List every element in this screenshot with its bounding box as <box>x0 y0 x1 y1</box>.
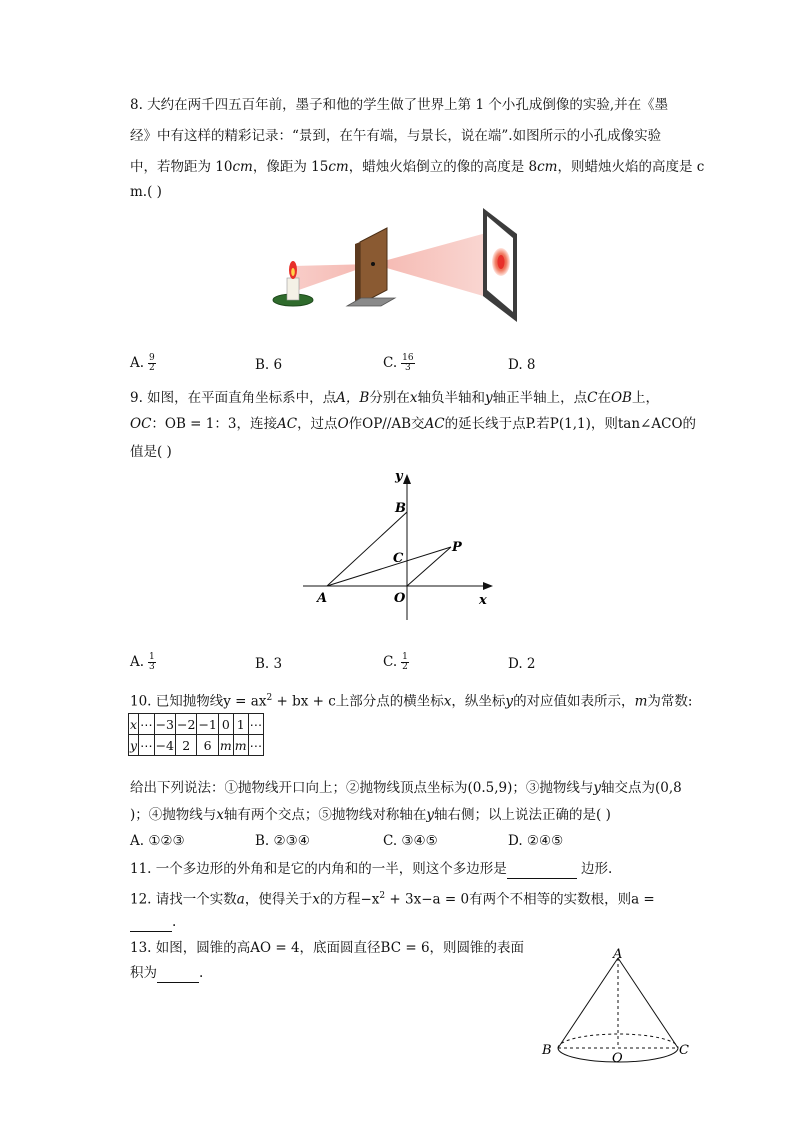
segment-op <box>407 547 451 586</box>
table-cell: m <box>218 735 233 756</box>
light-beam-right <box>373 230 497 300</box>
value-table <box>128 713 264 756</box>
label-x: x <box>479 593 487 608</box>
q12-line-1: 12. 请找一个实数a，使得关于x的方程$-x^2 + 3x-a = 0$有两个不相等的实数根，则a = <box>130 891 655 908</box>
table-cell: 2 <box>176 735 197 756</box>
table-row <box>129 735 264 756</box>
table-cell: 1 <box>233 714 248 735</box>
candle-body <box>287 278 299 300</box>
cone-label-b: B <box>542 1043 552 1058</box>
coordinate-figure <box>295 462 505 622</box>
q13-line-1: 13. 如图，圆锥的高AO = 4，底面圆直径BC = 6，则圆锥的表面 <box>130 940 525 956</box>
pinhole-board-edge <box>355 242 360 306</box>
cone-label-c: C <box>679 1043 689 1058</box>
label-a: A <box>317 591 328 606</box>
table-row <box>129 714 264 735</box>
q8-line-3: 中，若物距为 10cm，像距为 15cm，蜡烛火焰倒立的像的高度是 8cm，则蜡烛火焰的高度是 c <box>130 159 705 175</box>
candle-flame-core <box>291 268 295 276</box>
table-cell: 0 <box>218 714 233 735</box>
q8-option-b[interactable]: B. 6 <box>255 357 283 373</box>
label-p: P <box>452 540 462 555</box>
q10-line-3: 给出下列说法：①抛物线开口向上；②抛物线顶点坐标为(0.5,9)；③抛物线与y轴交点为(0,8 <box>130 780 682 796</box>
cone-label-o: O <box>612 1051 623 1066</box>
board-stand <box>347 298 395 306</box>
label-o: O <box>394 591 406 606</box>
q8-option-d[interactable]: D. 8 <box>508 357 536 373</box>
cone-figure <box>538 944 698 1074</box>
x-axis-arrow-icon <box>483 582 493 590</box>
table-cell: −1 <box>197 714 218 735</box>
q8-option-a[interactable]: A. $\frac{9}{2}$ <box>130 353 155 373</box>
q8-option-c[interactable]: C. $\frac{16}{3}$ <box>383 353 414 373</box>
q9-line-1: 9. 如图，在平面直角坐标系中，点A，B分别在x轴负半轴和y轴正半轴上，点C在OB上， <box>130 390 659 406</box>
q10-option-b[interactable]: B. ②③④ <box>255 833 310 849</box>
pinhole-camera-figure <box>265 200 530 330</box>
table-cell: ⋯ <box>248 714 264 735</box>
q9-line-3: 值是( ) <box>130 444 172 460</box>
q13-line-2: 积为 . <box>130 965 204 981</box>
label-c: C <box>393 551 404 566</box>
table-cell: y <box>129 735 139 756</box>
q8-line-1: 8. 大约在两千四五百年前，墨子和他的学生做了世界上第 1 个小孔成倒像的实验,并在《墨 <box>130 97 669 113</box>
q12-answer-blank[interactable] <box>130 915 172 932</box>
cone-label-a: A <box>613 947 623 962</box>
q10-option-a[interactable]: A. ①②③ <box>130 833 185 849</box>
inverted-image-flame <box>498 255 505 269</box>
segment-ab <box>327 512 407 586</box>
table-cell: −4 <box>154 735 175 756</box>
pinhole-board <box>360 228 387 304</box>
pinhole <box>371 262 375 266</box>
label-b: B <box>395 501 406 516</box>
q12-line-2: . <box>130 912 176 932</box>
q9-option-b[interactable]: B. 3 <box>255 656 283 672</box>
q10-line-4: )；④抛物线与x轴有两个交点；⑤抛物线对称轴在y轴右侧；以上说法正确的是( ) <box>130 807 611 823</box>
q8-line-4: m.( ) <box>130 184 162 200</box>
q13-answer-blank[interactable] <box>157 966 199 983</box>
q10-line-1: 10. 已知抛物线$y = ax^2$ + bx + c上部分点的横坐标x，纵坐标y的对应值如表所示，m为常数: <box>130 693 693 710</box>
q9-line-2: OC：OB = 1：3，连接AC，过点O作OP//AB交AC的延长线于点P.若P(1,1)，则tan∠ACO的 <box>130 416 697 432</box>
q11-line: 11. 一个多边形的外角和是它的内角和的一半，则这个多边形是 边形. <box>130 861 613 877</box>
q8-line-2: 经》中有这样的精彩记录：“景到，在午有端，与景长，说在端”.如图所示的小孔成像实验 <box>130 128 662 144</box>
y-axis-arrow-icon <box>403 474 411 484</box>
q11-answer-blank[interactable] <box>507 862 577 879</box>
segment-ap <box>327 547 451 586</box>
table-cell: −3 <box>154 714 175 735</box>
label-y: y <box>395 469 403 484</box>
q10-option-d[interactable]: D. ②④⑤ <box>508 833 564 849</box>
q10-option-c[interactable]: C. ③④⑤ <box>383 833 438 849</box>
table-cell: ⋯ <box>139 714 155 735</box>
q9-option-a[interactable]: A. $\frac{1}{3}$ <box>130 652 155 672</box>
q9-option-d[interactable]: D. 2 <box>508 656 536 672</box>
table-cell: −2 <box>176 714 197 735</box>
table-cell: ⋯ <box>139 735 155 756</box>
table-cell: m <box>233 735 248 756</box>
q9-option-c[interactable]: C. $\frac{1}{2}$ <box>383 652 408 672</box>
table-cell: ⋯ <box>248 735 264 756</box>
table-cell: 6 <box>197 735 218 756</box>
table-cell: x <box>129 714 139 735</box>
